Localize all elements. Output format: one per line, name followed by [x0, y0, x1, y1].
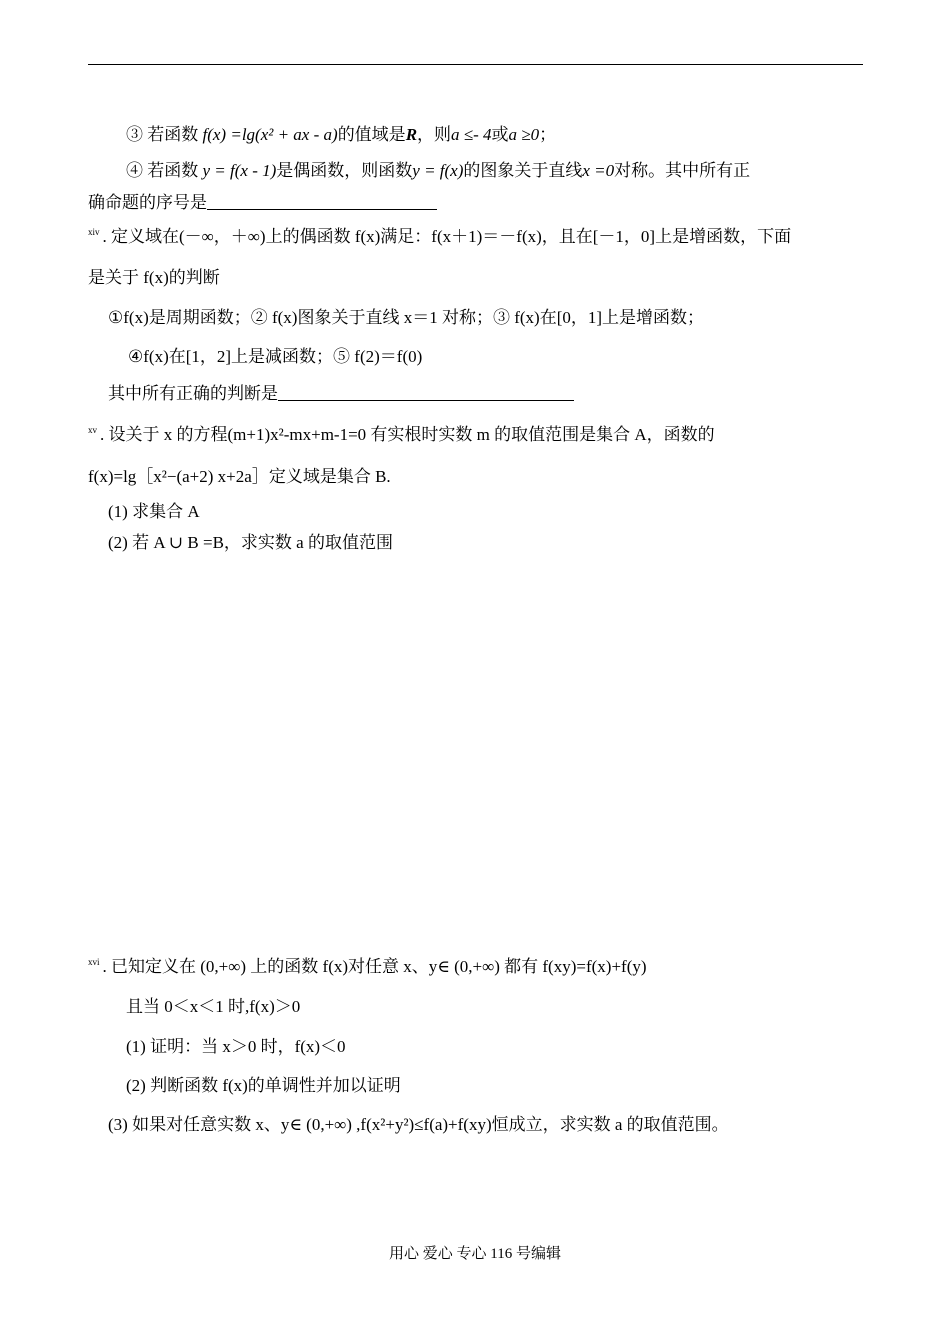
statement-3-text: ③ 若函数	[126, 125, 199, 144]
answer-blank-13[interactable]	[207, 193, 437, 210]
statement-4-formula-1: y = f(x - 1)	[202, 161, 277, 180]
statement-3-formula: f(x) =lg(x² + ax - a)	[202, 125, 338, 144]
question-16-part-2: (2) 判断函数 f(x)的单调性并加以证明	[126, 1076, 401, 1095]
answer-prompt-14: 其中所有正确的判断是	[108, 384, 278, 403]
header-rule	[88, 64, 863, 65]
statement-3-cond2: a ≥0	[508, 125, 540, 144]
question-14-text: . 定义域在(－∞，＋∞)上的偶函数 f(x)满足：f(x＋1)＝－f(x)，且在[－1，0]上是增函数，下面	[102, 227, 792, 246]
question-14-line-1	[88, 226, 791, 250]
question-15-text: . 设关于 x 的方程(m+1)x²-mx+m-1=0 有实根时实数 m 的取值范围是集合 A，函数的	[100, 425, 715, 444]
endnote-marker-xiv: xiv	[88, 227, 100, 237]
statement-4-formula-3: x =0	[582, 161, 615, 180]
question-15-line-1	[88, 424, 715, 448]
question-14-line-2: 是关于 f(x)的判断	[88, 268, 220, 287]
question-16-part-3: (3) 如果对任意实数 x、y∈ (0,+∞) ,f(x²+y²)≤f(a)+f(xy)恒成立，求实数 a 的取值范围。	[108, 1115, 729, 1134]
statement-4-text-b: 是偶函数，则函数	[276, 161, 413, 180]
answer-line-13	[88, 192, 437, 214]
statement-3-or: 或	[491, 125, 509, 144]
statement-4-text: ④ 若函数	[126, 161, 199, 180]
question-15-part-1: (1) 求集合 A	[108, 502, 200, 521]
statement-3-cond1: a ≤- 4	[451, 125, 492, 144]
question-15-line-2: f(x)=lg［x²−(a+2) x+2a］定义域是集合 B.	[88, 467, 391, 486]
question-14-options-a: ①f(x)是周期函数；② f(x)图象关于直线 x＝1 对称；③ f(x)在[0，1]上是增函数；	[108, 308, 705, 327]
statement-3-end: ；	[539, 125, 557, 144]
question-16-text: . 已知定义在 (0,+∞) 上的函数 f(x)对任意 x、y∈ (0,+∞) 都有 f(xy)=f(x)+f(y)	[102, 957, 647, 976]
statement-4-text-d: 对称。其中所有正	[614, 161, 751, 180]
statement-3	[126, 124, 556, 146]
statement-3-text-c: ，则	[417, 125, 452, 144]
statement-3-text-b: 的值域是	[337, 125, 406, 144]
question-14-options-b: ④f(x)在[1，2]上是减函数；⑤ f(2)＝f(0)	[128, 347, 423, 366]
question-16-line-2: 且当 0＜x＜1 时,f(x)＞0	[126, 997, 301, 1016]
endnote-marker-xv: xv	[88, 425, 97, 435]
page-footer: 用心 爱心 专心 116 号编辑	[389, 1246, 561, 1262]
statement-3-R: R	[405, 125, 418, 144]
answer-line-14	[108, 383, 574, 405]
question-16-line-1	[88, 956, 647, 980]
endnote-marker-xvi: xvi	[88, 957, 100, 967]
answer-prompt-13: 确命题的序号是	[88, 193, 207, 212]
statement-4-formula-2: y = f(x)	[412, 161, 464, 180]
answer-blank-14[interactable]	[278, 384, 574, 401]
statement-4	[126, 160, 750, 182]
statement-4-text-c: 的图象关于直线	[463, 161, 583, 180]
question-15-part-2: (2) 若 A ∪ B =B，求实数 a 的取值范围	[108, 533, 393, 552]
question-16-part-1: (1) 证明：当 x＞0 时，f(x)＜0	[126, 1037, 346, 1056]
